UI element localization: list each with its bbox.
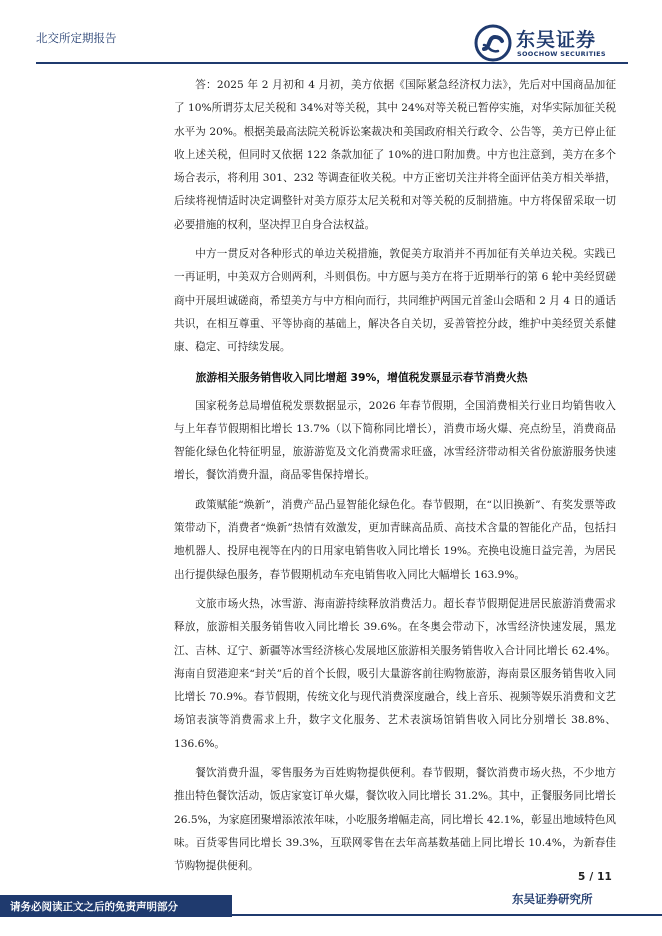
footer-rule [232, 914, 662, 916]
page-current: 5 [578, 871, 586, 883]
body-paragraph: 答：2025 年 2 月初和 4 月初，美方依据《国际紧急经济权力法》，先后对中国商品加征了 10%所谓芬太尼关税和 34%对等关税，其中 24%对等关税已暂停实施，对华实际加征关税水平为 20%。根据美最高法院关税诉讼案裁决和美国政府相关行政令、公告等，美方已停止征收上述关税，但同时又依据 122 条款加征了 10%的进口附加费。中方也注意到，美方在多个场合表示，将利用 301、232 等调查征收关税。中方正密切关注并将全面评估美方相关举措，后续将视情适时决定调整针对美方原芬太尼关税和对等关税的反制措施。中方将保留采取一切必要措施的权利，坚决捍卫自身合法权益。 [174, 79, 616, 231]
footer-organization: 东吴证券研究所 [512, 892, 593, 906]
page-total: 11 [597, 871, 612, 883]
header-divider [36, 62, 628, 64]
report-body [174, 74, 616, 885]
report-type-label: 北交所定期报告 [36, 31, 117, 45]
section-paragraph: 餐饮消费升温，零售服务为百姓购物提供便利。春节假期，餐饮消费市场火热，不少地方推出特色餐饮活动，饭店家宴订单火爆，餐饮收入同比增长 31.2%。其中，正餐服务同比增长 26.5%，为家庭团聚增添浓浓年味，小吃服务增幅走高，同比增长 42.1%，彰显出地域特色风味。百货零售同比增长 39.3%，互联网零售在去年高基数基础上同比增长 10.4%，为新春佳节购物提供便利。 [174, 767, 616, 873]
page-number [578, 871, 612, 883]
section-paragraph: 政策赋能“焕新”，消费产品凸显智能化绿色化。春节假期，在“以旧换新”、有奖发票等政策带动下，消费者“焕新”热情有效激发，更加青睐高品质、高技术含量的智能化产品，包括扫地机器人、投屏电视等在内的日用家电销售收入同比增长 19%。充换电设施日益完善，为居民出行提供绿色服务，春节假期机动车充电销售收入同比大幅增长 163.9%。 [174, 498, 616, 581]
company-logo [474, 24, 624, 62]
logo-chinese-name: 东吴证券 [516, 29, 597, 51]
body-paragraph: 中方一贯反对各种形式的单边关税措施，敦促美方取消并不再加征有关单边关税。实践已一再证明，中美双方合则两利，斗则俱伤。中方愿与美方在将于近期举行的第 6 轮中美经贸磋商中开展坦诚磋商，希望美方与中方相向而行，共同维护两国元首釜山会晤和 2 月 4 日的通话共识，在相互尊重、平等协商的基础上，解决各自关切，妥善管控分歧，维护中美经贸关系健康、稳定、可持续发展。 [174, 248, 616, 354]
page-separator: / [589, 871, 594, 883]
section-heading: 旅游相关服务销售收入同比增超 39%，增值税发票显示春节消费火热 [195, 370, 528, 384]
soochow-logo-icon [474, 24, 512, 62]
logo-english-name: SOOCHOW SECURITIES [517, 50, 606, 58]
section-paragraph: 国家税务总局增值税发票数据显示，2026 年春节假期，全国消费相关行业日均销售收入与上年春节假期相比增长 13.7%（以下简称同比增长），消费市场火爆、亮点纷呈，消费商品智能化绿色化特征明显，旅游游览及文化消费需求旺盛，冰雪经济带动相关省份旅游服务快速增长，餐饮消费升温，商品零售保持增长。 [174, 399, 616, 482]
footer-disclaimer: 请务必阅读正文之后的免责声明部分 [10, 901, 178, 913]
section-paragraph: 文旅市场火热，冰雪游、海南游持续释放消费活力。超长春节假期促进居民旅游消费需求释放，旅游相关服务销售收入同比增长 39.6%。在冬奥会带动下，冰雪经济快速发展，黑龙江、吉林、辽宁、新疆等冰雪经济核心发展地区旅游相关服务销售收入合计同比增长 62.4%。海南自贸港迎来“封关”后的首个长假，吸引大量游客前往购物旅游，海南景区服务销售收入同比增长 70.9%。春节假期，传统文化与现代消费深度融合，线上音乐、视频等娱乐消费和文艺场馆表演等消费需求上升，数字文化服务、艺术表演场馆销售收入同比分别增长 38.8%、136.6%。 [174, 597, 616, 750]
